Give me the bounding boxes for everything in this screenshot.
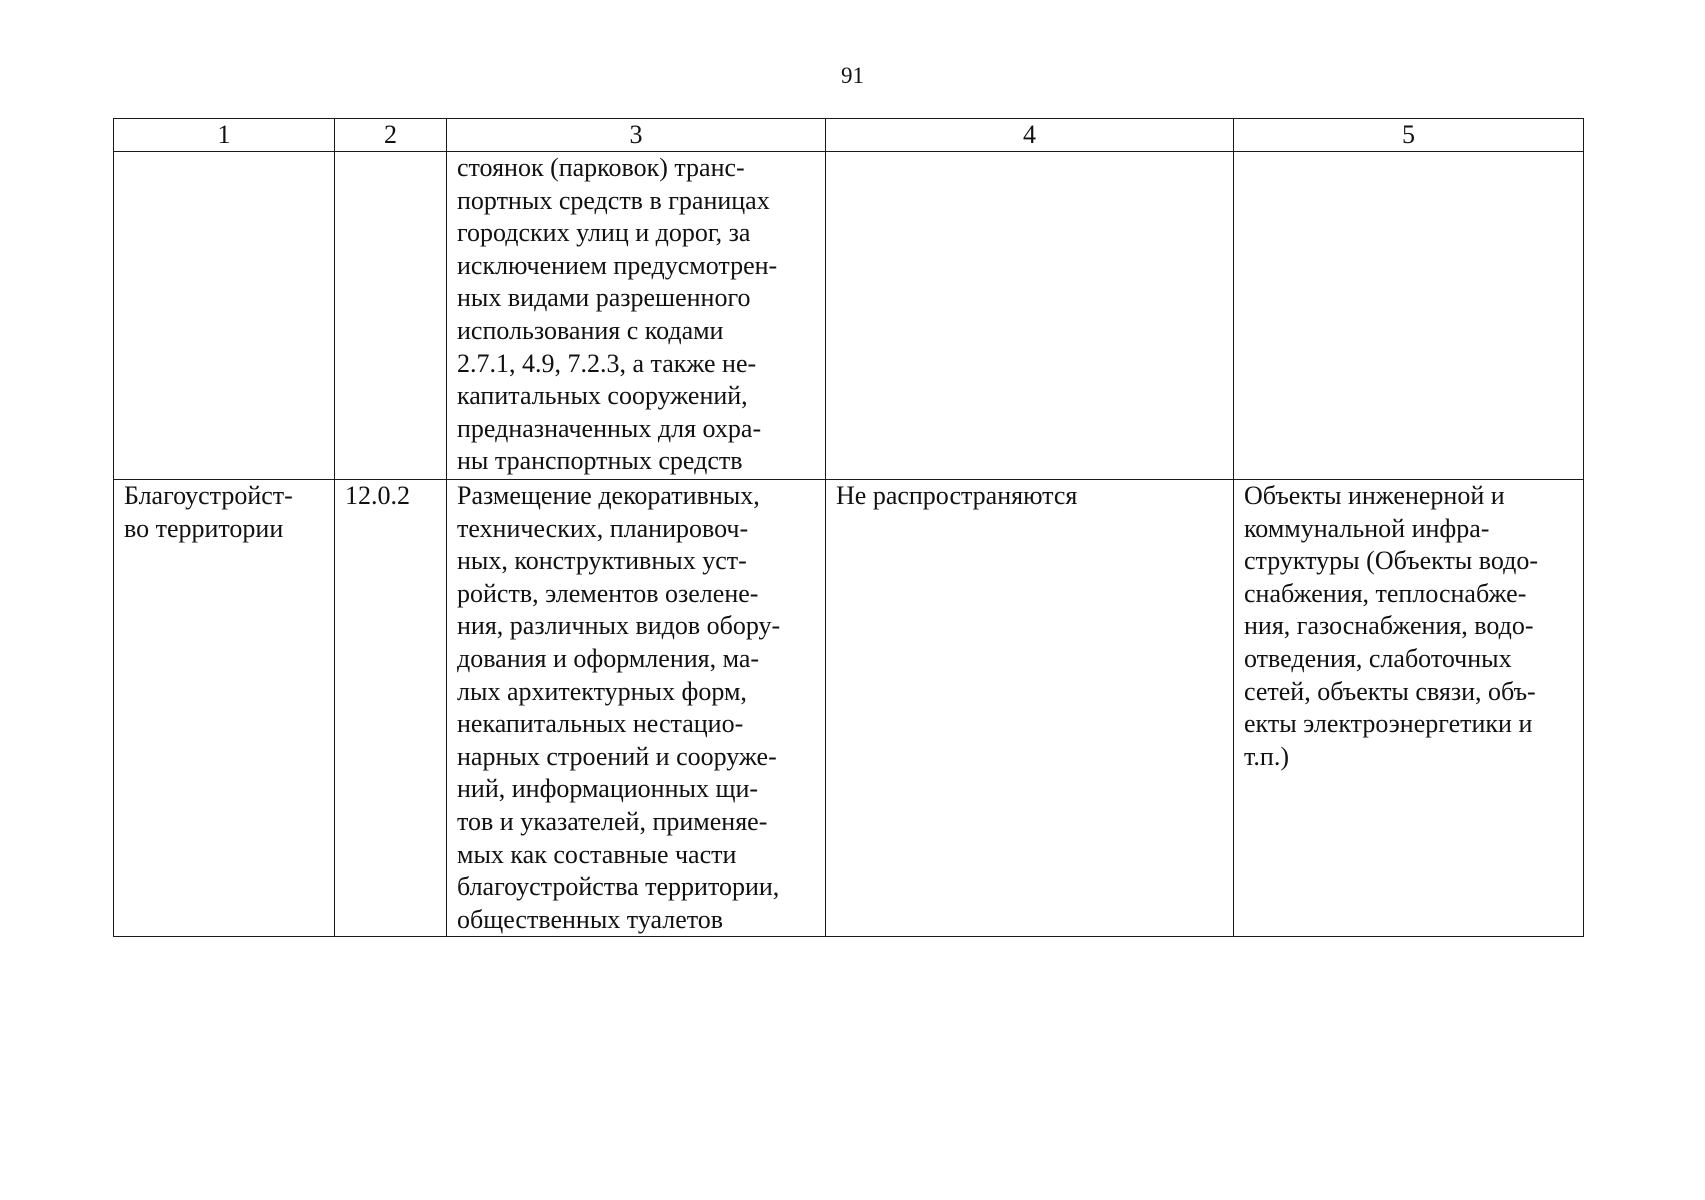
cell-col5: Объекты инженерной и коммунальной инфра- структуры (Объекты водо- снабжения, теплоснабже- ния, газоснабжения, водо- отведения, слаботочных сетей, объекты связи, объ- екты электроэнергетики и т.п.) (1234, 480, 1584, 937)
cell-description: стоянок (парковок) транс- портных средств в границах городских улиц и дорог, за исключением предусмотрен- ных видами разрешенного использования с кодами 2.7.1, 4.9, 7.2.3, а также не- капитальных сооружений, предназначенных для охра- ны транспортных средств (447, 152, 826, 480)
column-header-5: 5 (1234, 119, 1584, 152)
cell-code (335, 152, 447, 480)
page-number: 91 (841, 63, 864, 88)
column-header-3: 3 (447, 119, 826, 152)
table-row (114, 480, 1584, 937)
table-header-row (114, 119, 1584, 152)
cell-description: Размещение декоративных, технических, планировоч- ных, конструктивных уст- ройств, элементов озелене- ния, различных видов обору- дования и оформления, ма- лых архитектурных форм, некапитальных нестацио- нарных строений и сооруже- ний, информационных щи- тов и указателей, применяе- мых как составные части благоустройства территории, общественных туалетов (447, 480, 826, 937)
column-header-1: 1 (114, 119, 335, 152)
cell-name: Благоустройст- во территории (114, 480, 335, 937)
cell-code: 12.0.2 (335, 480, 447, 937)
column-header-2: 2 (335, 119, 447, 152)
cell-name (114, 152, 335, 480)
cell-col5 (1234, 152, 1584, 480)
column-header-4: 4 (826, 119, 1234, 152)
cell-col4: Не распространяются (826, 480, 1234, 937)
table-row (114, 152, 1584, 480)
zoning-table (113, 118, 1584, 937)
cell-col4 (826, 152, 1234, 480)
